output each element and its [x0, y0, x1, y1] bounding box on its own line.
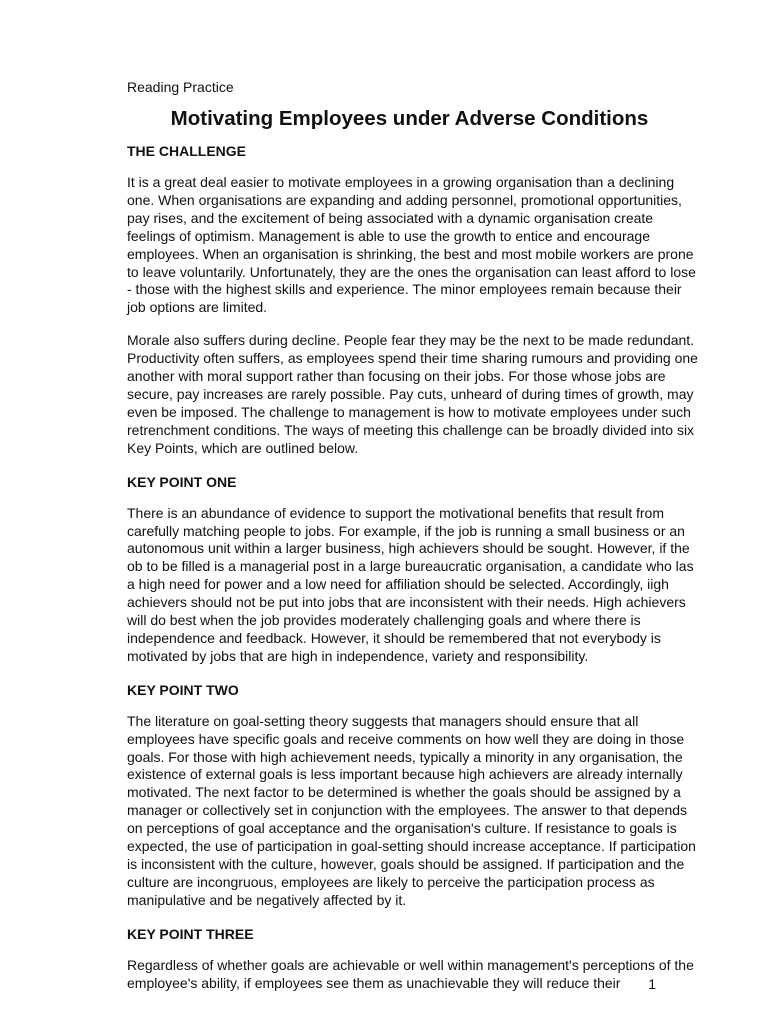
section-heading: KEY POINT THREE	[127, 925, 254, 942]
section-heading: KEY POINT ONE	[127, 473, 237, 490]
section-key-point-one	[127, 473, 704, 666]
section-heading: THE CHALLENGE	[127, 143, 246, 159]
paragraph: Regardless of whether goals are achievable or well within management's perceptions of the employee's ability, if employees see them as unachievable they will reduce their	[127, 956, 694, 991]
page-number: 1	[648, 976, 656, 992]
paragraph: The literature on goal-setting theory suggests that managers should ensure that all employees have specific goals and receive comments on how well they are doing in those goals. For those with high achievement needs, typically a minority in any organisation, the existence of external goals is less important because high achievers are already internally motivated. The next factor to be determined is whether the goals should be assigned by a manager or collectively set in conjunction with the employees. The answer to that depends on perceptions of goal acceptance and the organisation's culture. If resistance to goals is expected, the use of participation in goal-setting should increase acceptance. If participation is inconsistent with the culture, however, goals should be assigned. If participation and the culture are incongruous, employees are likely to perceive the participation process as manipulative and be negatively affected by it.	[127, 712, 696, 908]
section-key-point-three	[127, 925, 704, 993]
header-label: Reading Practice	[127, 79, 234, 95]
paragraph: Morale also suffers during decline. People fear they may be the next to be made redundant. Productivity often suffers, as employees spend their time sharing rumours and providing one another with moral support rather than focusing on their jobs. For those whose jobs are secure, pay increases are rarely possible. Pay cuts, unheard of during times of growth, may even be imposed. The challenge to management is how to motivate employees under such retrenchment conditions. The ways of meeting this challenge can be broadly divided into six Key Points, which are outlined below.	[127, 332, 698, 456]
section-key-point-two	[127, 681, 704, 910]
paragraph: It is a great deal easier to motivate employees in a growing organisation than a declining one. When organisations are expanding and adding personnel, promotional opportunities, pay rises, and the excitement of being associated with a dynamic organisation create feelings of optimism. Management is able to use the growth to entice and encourage employees. When an organisation is shrinking, the best and most mobile workers are prone to leave voluntarily. Unfortunately, they are the ones the organisation can least afford to lose - those with the highest skills and experience. The minor employees remain because their job options are limited.	[127, 174, 696, 316]
section-heading: KEY POINT TWO	[127, 681, 239, 698]
document-title: Motivating Employees under Adverse Conditions	[170, 107, 649, 130]
section-the-challenge	[127, 142, 704, 458]
paragraph: There is an abundance of evidence to support the motivational benefits that result from carefully matching people to jobs. For example, if the job is running a small business or an autonomous unit within a larger business, high achievers should be sought. However, if the ob to be filled is a managerial post in a large bureaucratic organisation, a candidate who las a high need for power and a low need for affiliation should be selected. Accordingly, iigh achievers should not be put into jobs that are inconsistent with their needs. High achievers will do best when the job provides moderately challenging goals and where there is independence and feedback. However, it should be remembered that not everybody is motivated by jobs that are high in independence, variety and responsibility.	[127, 504, 694, 664]
